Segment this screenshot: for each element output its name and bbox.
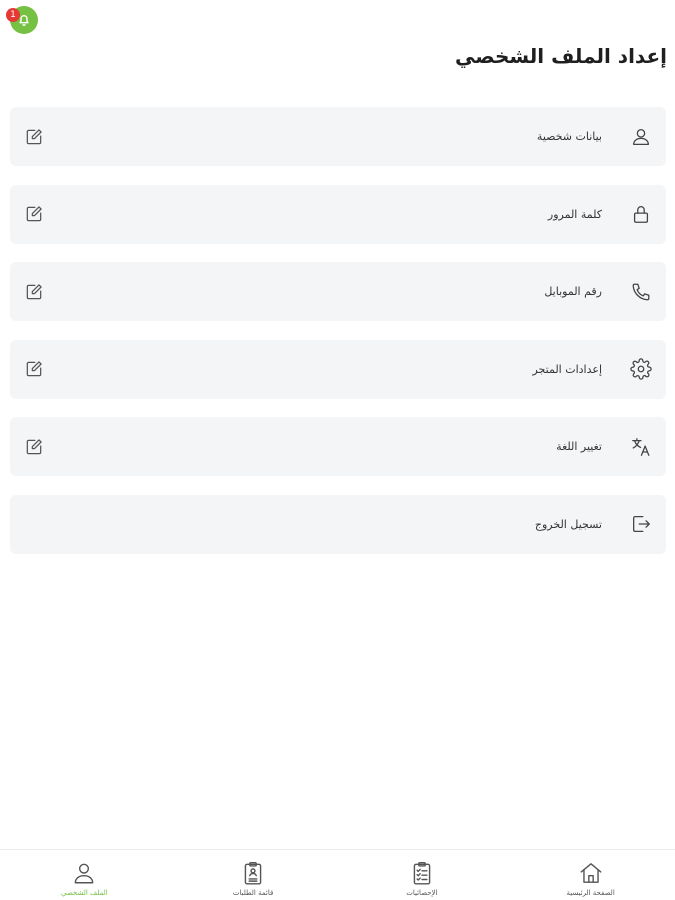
menu-item-password[interactable]: [10, 185, 666, 244]
menu-item-label: تسجيل الخروج: [534, 517, 602, 531]
statistics-icon: [407, 858, 437, 888]
notification-button[interactable]: [10, 6, 38, 34]
notification-badge: 1: [6, 8, 20, 22]
translate-icon: [630, 436, 652, 458]
menu-item-change-language[interactable]: [10, 417, 666, 476]
menu-item-label: كلمة المرور: [547, 207, 602, 221]
logout-icon: [630, 513, 652, 535]
nav-item-statistics[interactable]: [338, 850, 507, 900]
menu-item-mobile-number[interactable]: [10, 262, 666, 321]
bottom-nav: [0, 849, 675, 900]
lock-icon: [630, 203, 652, 225]
edit-icon[interactable]: [24, 437, 44, 457]
edit-icon[interactable]: [24, 127, 44, 147]
nav-item-orders[interactable]: [169, 850, 338, 900]
gear-icon: [630, 358, 652, 380]
nav-item-home[interactable]: [506, 850, 675, 900]
menu-item-store-settings[interactable]: [10, 340, 666, 399]
nav-label: الصفحة الرئيسية: [566, 888, 615, 897]
edit-icon[interactable]: [24, 359, 44, 379]
nav-label: الإحصائيات: [406, 888, 438, 897]
menu-item-label: تغيير اللغة: [556, 440, 602, 453]
page-title: إعداد الملف الشخصي: [455, 44, 667, 68]
menu-item-personal-data[interactable]: [10, 107, 666, 166]
edit-icon[interactable]: [24, 204, 44, 224]
settings-menu: [10, 107, 666, 572]
nav-item-profile[interactable]: [0, 850, 169, 900]
nav-label: قائمة الطلبات: [232, 888, 274, 897]
phone-icon: [630, 281, 652, 303]
menu-item-label: إعدادات المتجر: [532, 362, 602, 376]
menu-item-label: بيانات شخصية: [536, 130, 602, 143]
order-list-icon: [238, 858, 268, 888]
profile-icon: [69, 858, 99, 888]
home-icon: [576, 858, 606, 888]
menu-item-logout[interactable]: [10, 495, 666, 554]
edit-icon[interactable]: [24, 282, 44, 302]
menu-item-label: رقم الموبايل: [544, 285, 602, 298]
user-icon: [630, 126, 652, 148]
nav-label: الملف الشخصي: [61, 888, 108, 897]
